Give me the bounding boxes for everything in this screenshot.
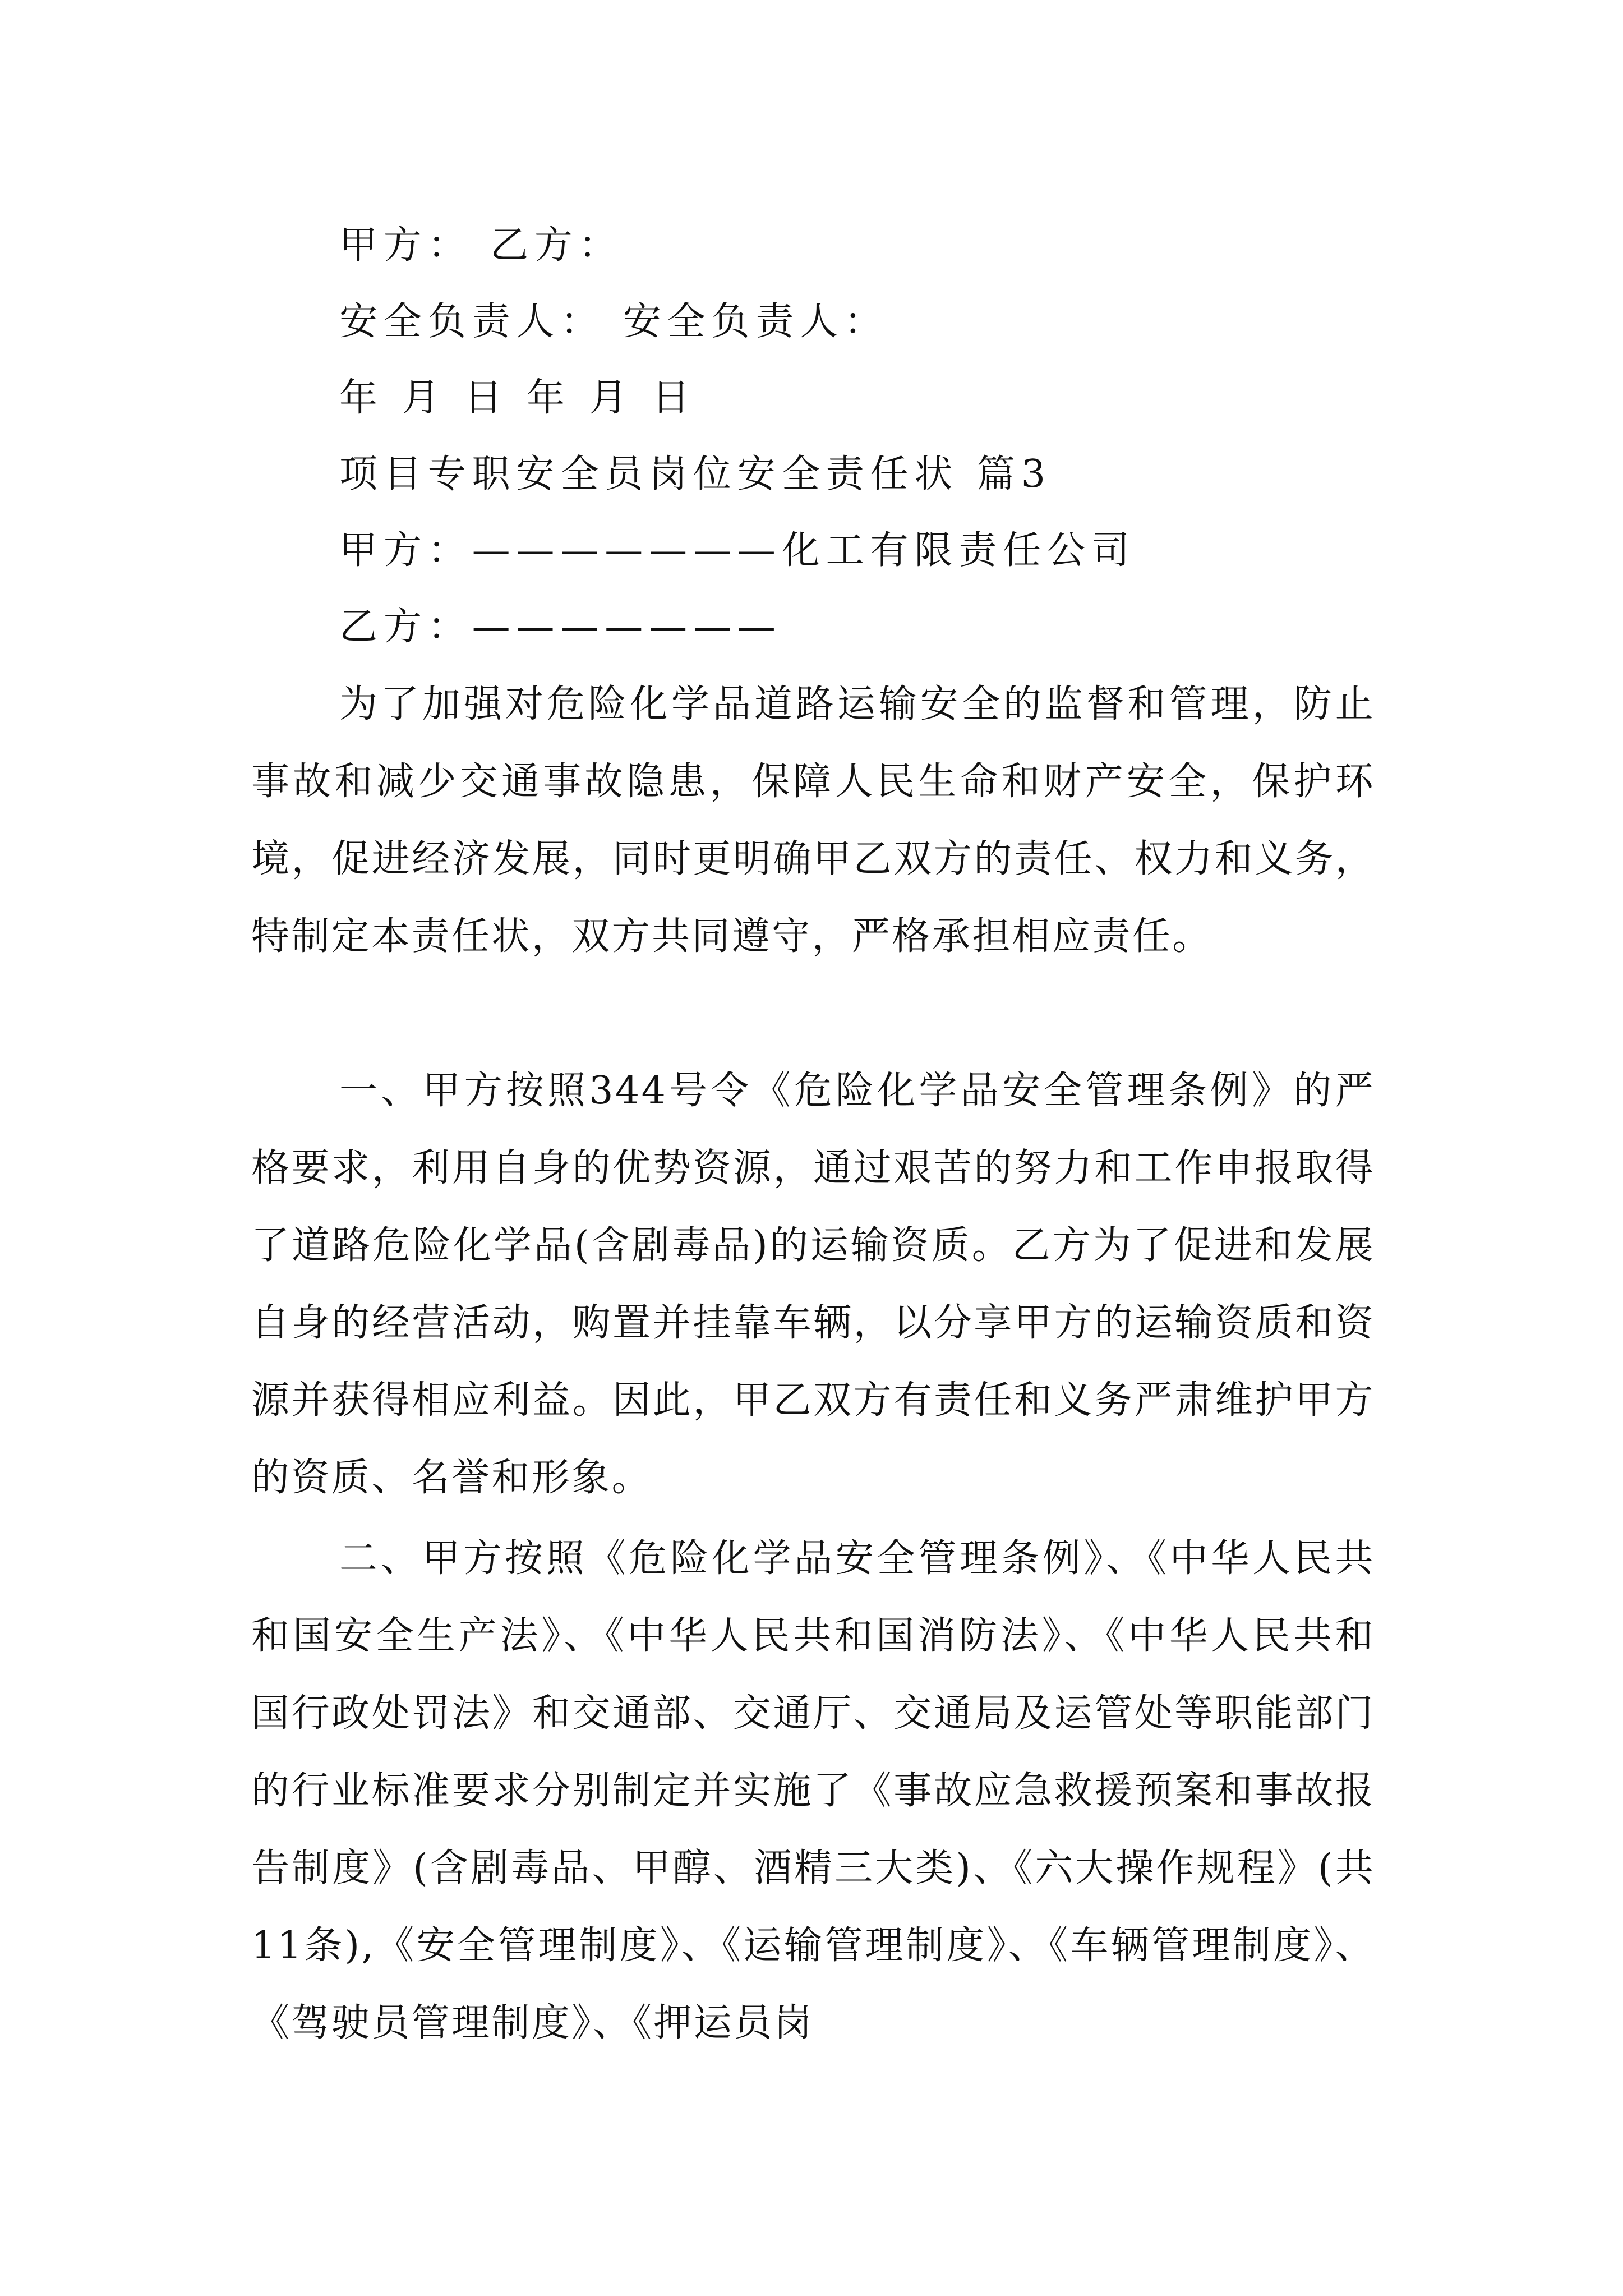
safety-officer-line: 安全负责人： 安全负责人： xyxy=(339,300,889,344)
section-title: 项目专职安全员岗位安全责任状 篇3 xyxy=(339,452,1052,496)
body-paragraph: 为了加强对危险化学品道路运输安全的监督和管理，防止事故和减少交通事故隐患，保障人民生命和财产安全，保护环境，促进经济发展，同时更明确甲乙双方的责任、权力和义务，特制定本责任状，双方共同遵守，严格承担相应责任。 xyxy=(251,682,1375,959)
date-line: 年 月 日 年 月 日 xyxy=(339,376,696,420)
party-line: 甲方： 乙方： xyxy=(339,223,623,268)
body-paragraph: 一、甲方按照344号令《危险化学品安全管理条例》的严格要求，利用自身的优势资源，通过艰苦的努力和工作申报取得了道路危险化学品(含剧毒品)的运输资质。乙方为了促进和发展自身的经营活动，购置并挂靠车辆，以分享甲方的运输资质和资源并获得相应利益。因此，甲乙双方有责任和义务严肃维护甲方的资质、名誉和形象。 xyxy=(251,1069,1375,1500)
party-b-line: 乙方：——————— xyxy=(339,605,782,649)
party-a-line: 甲方：———————化工有限责任公司 xyxy=(339,528,1136,573)
body-paragraph: 二、甲方按照《危险化学品安全管理条例》、《中华人民共和国安全生产法》、《中华人民共和国消防法》、《中华人民共和国行政处罚法》和交通部、交通厅、交通局及运管处等职能部门的行业标准要求分别制定并实施了《事故应急救援预案和事故报告制度》(含剧毒品、甲醇、酒精三大类)、《六大操作规程》(共11条),《安全管理制度》、《运输管理制度》、《车辆管理制度》、《驾驶员管理制度》、《押运员岗 xyxy=(251,1536,1375,2045)
